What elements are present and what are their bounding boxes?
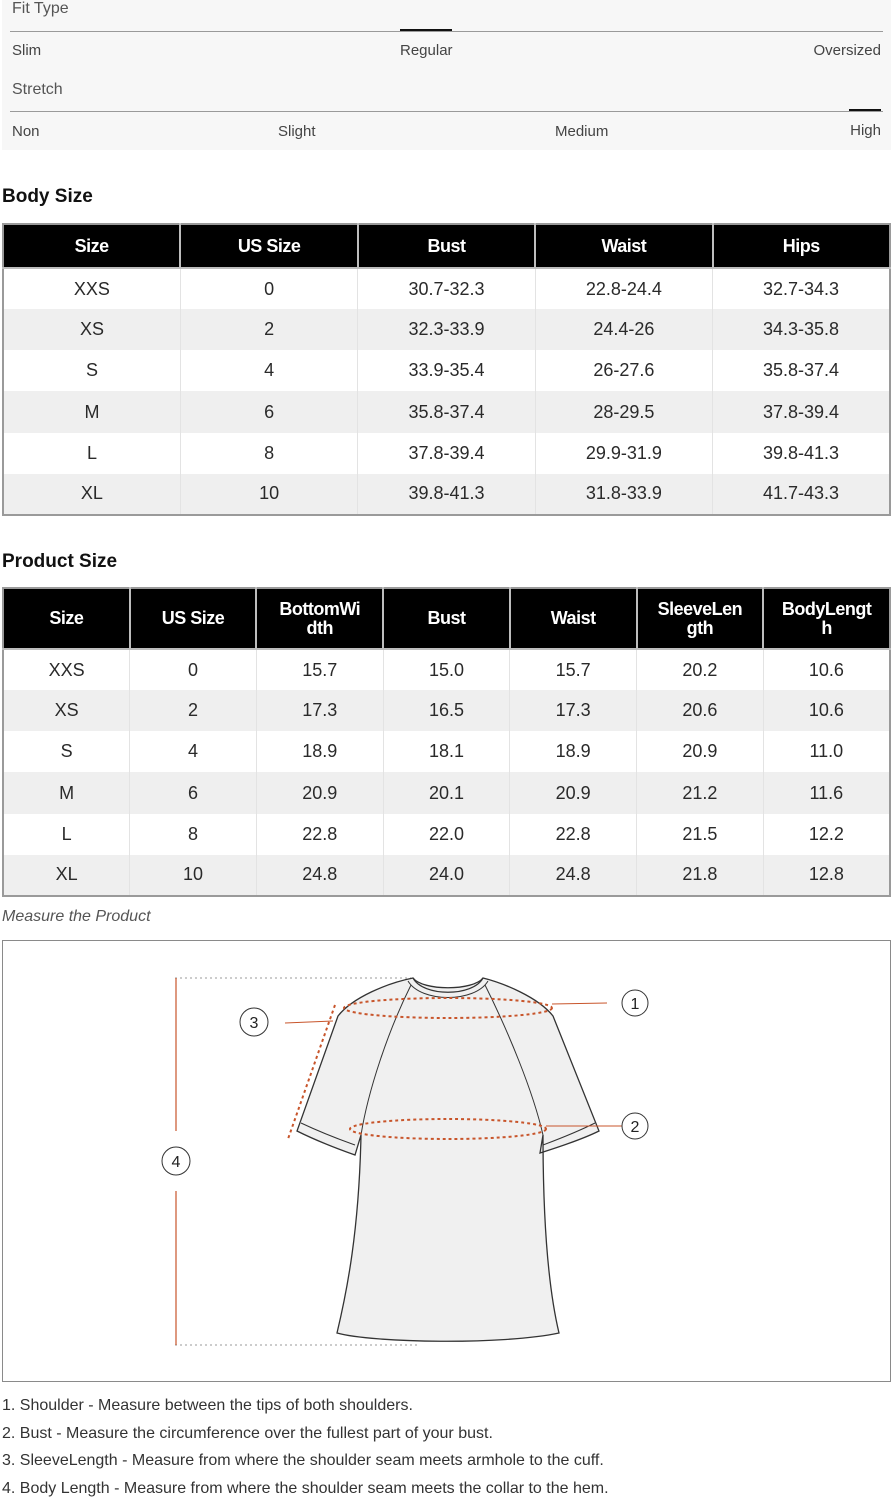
table-cell: L [3,433,180,474]
table-cell: 22.0 [383,814,510,855]
table-cell: 20.9 [256,772,383,813]
tshirt-outline [297,978,599,1341]
column-header: Hips [713,224,890,268]
table-row [3,474,890,515]
table-cell: 32.7-34.3 [713,268,890,309]
table-cell: 6 [130,772,257,813]
table-cell: 37.8-39.4 [713,391,890,432]
table-cell: 22.8-24.4 [535,268,712,309]
note-sleeve-length: 3. SleeveLength - Measure from where the shoulder seam meets armhole to the cuff. [2,1452,604,1469]
table-cell: 30.7-32.3 [358,268,535,309]
fit-stretch-panel [2,0,891,150]
table-cell: XL [3,855,130,896]
measure-diagram [2,940,891,1382]
table-cell: 18.9 [256,731,383,772]
column-header: Waist [535,224,712,268]
column-header: Bust [358,224,535,268]
marker-4 [162,1147,190,1175]
fit-type-label-slim: Slim [12,42,42,59]
table-cell: S [3,350,180,391]
table-cell: 12.8 [763,855,890,896]
table-cell: 24.8 [510,855,637,896]
body-size-table [2,223,891,516]
table-cell: 39.8-41.3 [713,433,890,474]
table-cell: 8 [130,814,257,855]
marker-2-label: 2 [630,1119,640,1136]
column-header: Size [3,224,180,268]
note-bust: 2. Bust - Measure the circumference over the fullest part of your bust. [2,1424,493,1442]
table-cell: 35.8-37.4 [713,350,890,391]
marker-2 [622,1113,648,1139]
table-cell: 10.6 [763,649,890,690]
table-cell: S [3,731,130,772]
table-row [3,855,890,896]
table-row [3,350,890,391]
table-cell: XXS [3,268,180,309]
table-cell: 15.7 [510,649,637,690]
table-cell: 17.3 [510,690,637,731]
table-row [3,268,890,309]
fit-type-label-regular: Regular [400,42,453,59]
table-cell: L [3,814,130,855]
table-cell: 21.2 [637,772,764,813]
fit-type-label-oversized: Oversized [813,42,881,59]
product-size-table [2,587,891,897]
stretch-label-slight: Slight [278,123,316,140]
table-cell: 39.8-41.3 [358,474,535,515]
table-cell: 2 [180,309,357,350]
measure-notes [2,1396,891,1500]
table-cell: 4 [130,731,257,772]
table-cell: 20.2 [637,649,764,690]
column-header: US Size [180,224,357,268]
table-cell: 22.8 [510,814,637,855]
table-cell: 2 [130,690,257,731]
table-cell: 16.5 [383,690,510,731]
table-cell: 10 [130,855,257,896]
marker-4-label: 4 [171,1154,181,1171]
leader-1 [552,1003,607,1004]
table-cell: 41.7-43.3 [713,474,890,515]
table-cell: XS [3,309,180,350]
table-row [3,814,890,855]
table-cell: 11.6 [763,772,890,813]
table-cell: XXS [3,649,130,690]
table-cell: 21.8 [637,855,764,896]
table-cell: XS [3,690,130,731]
table-cell: 18.1 [383,731,510,772]
table-row [3,731,890,772]
table-cell: 10 [180,474,357,515]
measure-caption: Measure the Product [2,908,151,925]
table-row [3,433,890,474]
table-cell: 15.0 [383,649,510,690]
column-header: BodyLengt h [763,588,890,649]
table-cell: 37.8-39.4 [358,433,535,474]
product-size-title: Product Size [2,551,118,572]
table-cell: M [3,772,130,813]
tshirt-diagram [3,941,892,1383]
table-cell: 24.4-26 [535,309,712,350]
table-cell: 33.9-35.4 [358,350,535,391]
column-header: Bust [383,588,510,649]
stretch-label-high: High [850,122,881,139]
table-cell: 17.3 [256,690,383,731]
table-cell: 20.9 [510,772,637,813]
marker-3-label: 3 [249,1015,259,1032]
fit-type-title: Fit Type [12,0,69,17]
column-header: Size [3,588,130,649]
table-cell: 6 [180,391,357,432]
leader-3 [285,1021,333,1023]
table-cell: 29.9-31.9 [535,433,712,474]
column-header: SleeveLen gth [637,588,764,649]
table-cell: 20.6 [637,690,764,731]
column-header: BottomWi dth [256,588,383,649]
table-row [3,309,890,350]
table-cell: 32.3-33.9 [358,309,535,350]
marker-3 [240,1008,268,1036]
table-cell: 18.9 [510,731,637,772]
column-header: Waist [510,588,637,649]
table-cell: 0 [180,268,357,309]
table-header-row [3,224,890,268]
stretch-label-medium: Medium [555,123,609,140]
table-cell: 34.3-35.8 [713,309,890,350]
table-header-row [3,588,890,649]
table-row [3,690,890,731]
fit-type-scale-line [10,31,883,32]
table-cell: 26-27.6 [535,350,712,391]
stretch-scale-line [10,111,883,112]
table-cell: 8 [180,433,357,474]
marker-1-label: 1 [630,996,640,1013]
table-cell: 21.5 [637,814,764,855]
table-row [3,649,890,690]
table-cell: 28-29.5 [535,391,712,432]
table-cell: 0 [130,649,257,690]
table-row [3,391,890,432]
stretch-label-non: Non [12,123,40,140]
table-cell: 20.1 [383,772,510,813]
body-size-title: Body Size [2,186,93,207]
note-body-length: 4. Body Length - Measure from where the shoulder seam meets the collar to the hem. [2,1479,609,1497]
table-cell: M [3,391,180,432]
table-cell: 24.8 [256,855,383,896]
column-header: US Size [130,588,257,649]
stretch-title: Stretch [12,81,63,98]
table-cell: 10.6 [763,690,890,731]
table-cell: 22.8 [256,814,383,855]
table-row [3,772,890,813]
table-cell: 24.0 [383,855,510,896]
product-size-rows [3,649,890,896]
table-cell: 15.7 [256,649,383,690]
table-cell: 4 [180,350,357,391]
table-cell: XL [3,474,180,515]
table-cell: 11.0 [763,731,890,772]
marker-1 [622,990,648,1016]
table-cell: 35.8-37.4 [358,391,535,432]
table-cell: 20.9 [637,731,764,772]
note-shoulder: 1. Shoulder - Measure between the tips of both shoulders. [2,1397,413,1414]
table-cell: 12.2 [763,814,890,855]
body-size-rows [3,268,890,515]
table-cell: 31.8-33.9 [535,474,712,515]
